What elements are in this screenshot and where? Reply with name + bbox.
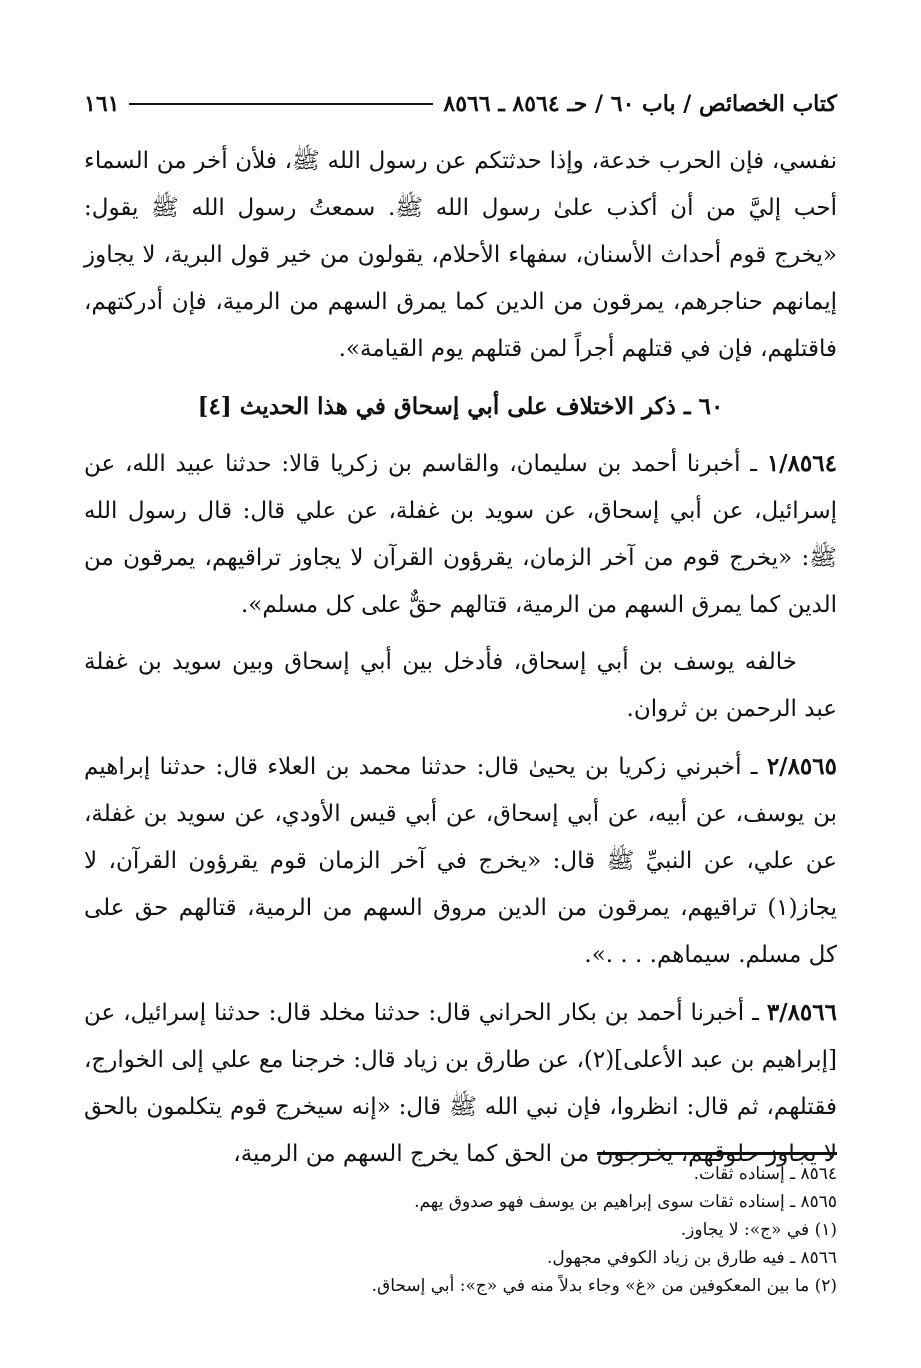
footnote: ٨٥٦٦ ـ فيه طارق بن زياد الكوفي مجهول. — [546, 1248, 837, 1268]
hadith-text: ـ أخبرنا أحمد بن بكار الحراني قال: حدثنا مخلد قال: حدثنا إسرائيل، عن [إبراهيم بن عبد الأعلى](٢)، عن طارق بن زياد قال: خرجنا مع علي إلى الخوارج، فقتلهم، ثم قال: انظروا، فإن نبي الله ﷺ قال: «إنه سيخرج قوم يتكلمون بالحق لا يجاوز حلوقهم، يخرجون من الحق كما يخرج السهم من الرمية، — [84, 1000, 837, 1167]
continuation-paragraph: نفسي، فإن الحرب خدعة، وإذا حدثتكم عن رسول الله ﷺ، فلأن أخر من السماء أحب إليَّ من أن أكذب علىٰ رسول الله ﷺ. سمعتُ رسول الله ﷺ يقول: «يخرج قوم أحداث الأسنان، سفهاء الأحلام، يقولون من خير قول البرية، لا يجاوز إيمانهم حناجرهم، يمرقون من الدين كما يمرق السهم من الرمية، فإن أدركتهم، فاقتلهم، فإن في قتلهم أجراً لمن قتلهم يوم القيامة». — [84, 148, 837, 362]
main-text — [84, 138, 837, 1188]
commentary-paragraph: خالفه يوسف بن أبي إسحاق، فأدخل بين أبي إسحاق وبين سويد بن غفلة عبد الرحمن بن ثروان. — [84, 649, 837, 722]
page-number: ١٦١ — [84, 91, 120, 117]
section-heading: ٦٠ ـ ذكر الاختلاف على أبي إسحاق في هذا الحديث [٤] — [197, 393, 724, 420]
hadith-number: ٢/٨٥٦٥ — [766, 753, 837, 780]
footnotes — [84, 1160, 837, 1300]
hadith-text: ـ أخبرني زكريا بن يحيىٰ قال: حدثنا محمد بن العلاء قال: حدثنا إبراهيم بن يوسف، عن أبيه، عن أبي إسحاق، عن أبي قيس الأودي، عن سويد بن غفلة، عن علي، عن النبيِّ ﷺ قال: «يخرج في آخر الزمان قوم يقرؤون القرآن، لا يجاز(١) تراقيهم، يمرقون من الدين مروق السهم من الرمية، قتالهم حق على كل مسلم. سيماهم. . . .». — [84, 754, 837, 968]
running-header — [84, 86, 837, 122]
hadith-8566 — [84, 989, 837, 1178]
hadith-text: ـ أخبرنا أحمد بن سليمان، والقاسم بن زكريا قالا: حدثنا عبيد الله، عن إسرائيل، عن أبي إسحاق، عن سويد بن غفلة، عن علي قال: قال رسول الله ﷺ: «يخرج قوم من آخر الزمان، يقرؤون القرآن لا يجاوز تراقيهم، يمرقون من الدين كما يمرق السهم من الرمية، قتالهم حقٌّ على كل مسلم». — [84, 451, 837, 618]
header-title: كتاب الخصائص / باب ٦٠ / حـ ٨٥٦٤ ـ ٨٥٦٦ — [443, 91, 837, 117]
footnote: (٢) ما بين المعكوفين من «غ» وجاء بدلاً منه في «ج»: أبي إسحاق. — [371, 1276, 837, 1296]
footnote: ٨٥٦٥ ـ إسناده ثقات سوى إبراهيم بن يوسف فهو صدوق يهم. — [414, 1192, 837, 1212]
hadith-8565 — [84, 743, 837, 979]
footnote-separator — [597, 1152, 837, 1155]
hadith-number: ١/٨٥٦٤ — [766, 450, 837, 477]
footnote: (١) في «ج»: لا يجاوز. — [680, 1220, 837, 1240]
hadith-number: ٣/٨٥٦٦ — [766, 999, 837, 1026]
header-rule — [129, 103, 433, 105]
hadith-8564 — [84, 440, 837, 629]
footnote: ٨٥٦٤ ـ إسناده ثقات. — [693, 1164, 837, 1184]
